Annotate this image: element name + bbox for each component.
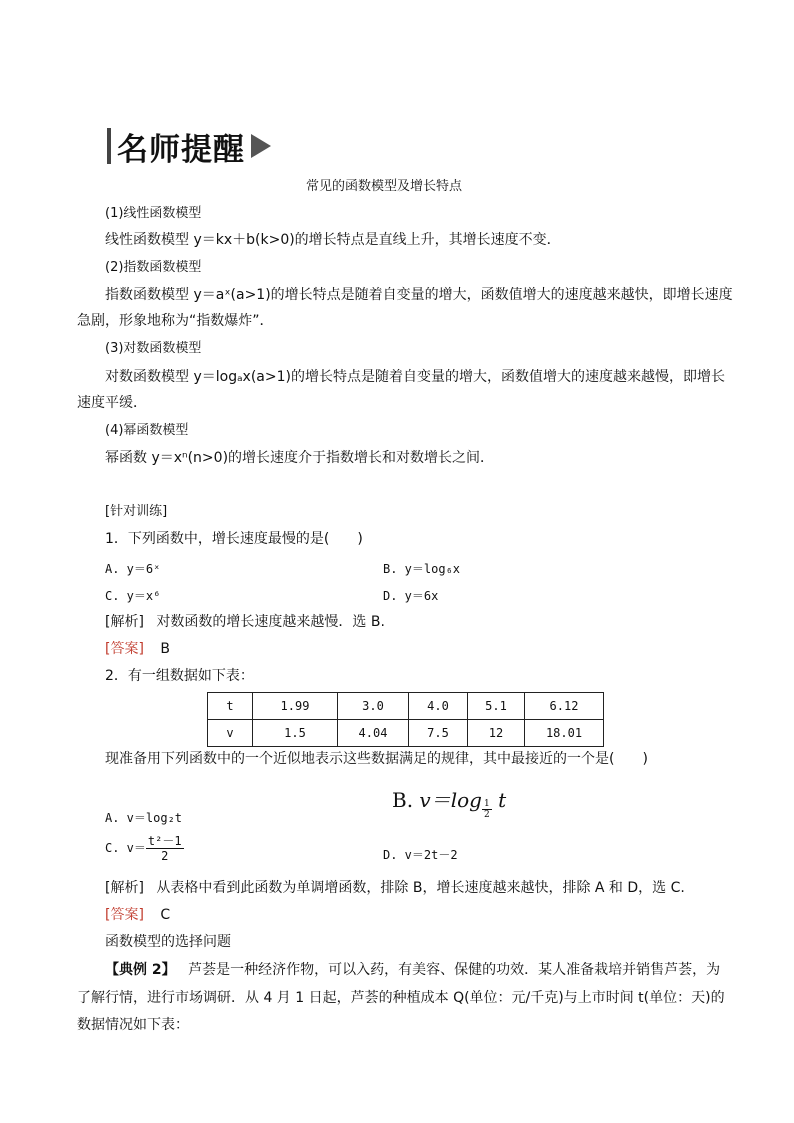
table-cell: 1.5	[253, 720, 338, 747]
q1-option-a: A. y＝6ˣ	[105, 562, 161, 576]
model-1-body: 线性函数模型 y＝kx＋b(k>0)的增长特点是直线上升，其增长速度不变．	[105, 232, 561, 248]
model-2-body-line2: 急剧，形象地称为“指数爆炸”．	[77, 313, 274, 329]
q2-option-c-fraction	[146, 834, 184, 863]
play-triangle-icon	[251, 134, 271, 158]
table-cell: 3.0	[338, 693, 409, 720]
q2-option-d: D. v＝2t－2	[383, 848, 458, 862]
q2-option-c	[105, 834, 184, 863]
q2-option-b-base	[482, 799, 492, 820]
table-cell: 1.99	[253, 693, 338, 720]
q2-after-text: 现准备用下列函数中的一个近似地表示这些数据满足的规律，其中最接近的一个是( )	[105, 751, 648, 767]
example-line3: 数据情况如下表：	[77, 1017, 189, 1033]
q1-option-b: B. y＝log₆x	[383, 562, 461, 576]
q2-option-b	[392, 784, 506, 820]
table-row	[208, 693, 604, 720]
q2-option-c-numerator: t²－1	[147, 834, 182, 848]
q1-analysis-tag: [解析]	[105, 614, 144, 630]
table-cell: 6.12	[525, 693, 604, 720]
q2-answer: C	[160, 907, 171, 923]
table-cell: 5.1	[468, 693, 525, 720]
table-row	[208, 720, 604, 747]
q2-option-b-prefix: B.	[392, 788, 414, 812]
q2-option-a: A. v＝log₂t	[105, 811, 183, 825]
q1-stem: 1．下列函数中，增长速度最慢的是( )	[105, 531, 363, 547]
q1-analysis-text: 对数函数的增长速度越来越慢．选 B.	[156, 614, 385, 630]
topic-heading: 函数模型的选择问题	[105, 934, 231, 950]
q2-option-c-prefix: C. v＝	[105, 841, 146, 855]
q2-option-c-denominator: 2	[161, 849, 169, 863]
q1-analysis-row	[105, 613, 385, 631]
example-text-1: 芦荟是一种经济作物，可以入药，有美容、保健的功效．某人准备栽培并销售芦荟，为	[188, 962, 721, 978]
q1-answer-tag: [答案]	[105, 641, 144, 657]
table-cell: t	[208, 693, 253, 720]
table-cell: v	[208, 720, 253, 747]
q1-answer-row	[105, 640, 170, 658]
model-3-body-line1: 对数函数模型 y＝logₐx(a>1)的增长特点是随着自变量的增大，函数值增大的速度越来越慢，即增长	[105, 369, 725, 385]
model-2-body-line1: 指数函数模型 y＝aˣ(a>1)的增长特点是随着自变量的增大，函数值增大的速度越来越快，即增长速度	[105, 287, 733, 303]
example-line2: 了解行情，进行市场调研．从 4 月 1 日起，芦荟的种植成本 Q(单位：元/千克)与上市时间 t(单位：天)的	[77, 990, 725, 1006]
q2-analysis-row	[105, 879, 685, 897]
table-cell: 12	[468, 720, 525, 747]
q2-option-b-expr: v＝log	[419, 788, 482, 812]
q2-stem: 2．有一组数据如下表：	[105, 668, 254, 684]
table-cell: 18.01	[525, 720, 604, 747]
q1-option-d: D. y＝6x	[383, 589, 439, 603]
q2-analysis-tag: [解析]	[105, 880, 144, 896]
model-1-heading: (1)线性函数模型	[105, 206, 202, 221]
model-3-body-line2: 速度平缓．	[77, 395, 147, 411]
training-label: [针对训练]	[105, 504, 168, 519]
model-3-heading: (3)对数函数模型	[105, 341, 202, 356]
banner-title: 名师提醒	[117, 131, 245, 168]
q2-option-b-base-num: 1	[483, 799, 490, 809]
q2-answer-row	[105, 906, 170, 924]
section-title: 常见的函数模型及增长特点	[306, 179, 463, 194]
q1-option-c: C. y＝x⁶	[105, 589, 161, 603]
table-cell: 4.0	[409, 693, 468, 720]
table-cell: 4.04	[338, 720, 409, 747]
model-4-body: 幂函数 y＝xⁿ(n>0)的增长速度介于指数增长和对数增长之间．	[105, 450, 495, 466]
q2-answer-tag: [答案]	[105, 907, 144, 923]
q2-analysis-text: 从表格中看到此函数为单调增函数，排除 B，增长速度越来越快，排除 A 和 D，选 C.	[156, 880, 685, 896]
q2-option-b-var: t	[498, 788, 507, 812]
model-2-heading: (2)指数函数模型	[105, 260, 202, 275]
banner-bar	[107, 128, 111, 164]
example-line1	[105, 961, 720, 979]
q2-data-table	[207, 692, 604, 747]
section-banner	[107, 126, 271, 166]
model-4-heading: (4)幂函数模型	[105, 423, 189, 438]
q2-option-b-base-den: 2	[483, 810, 490, 820]
table-cell: 7.5	[409, 720, 468, 747]
example-tag: 【典例 2】	[105, 962, 176, 978]
q1-answer: B	[160, 641, 170, 657]
